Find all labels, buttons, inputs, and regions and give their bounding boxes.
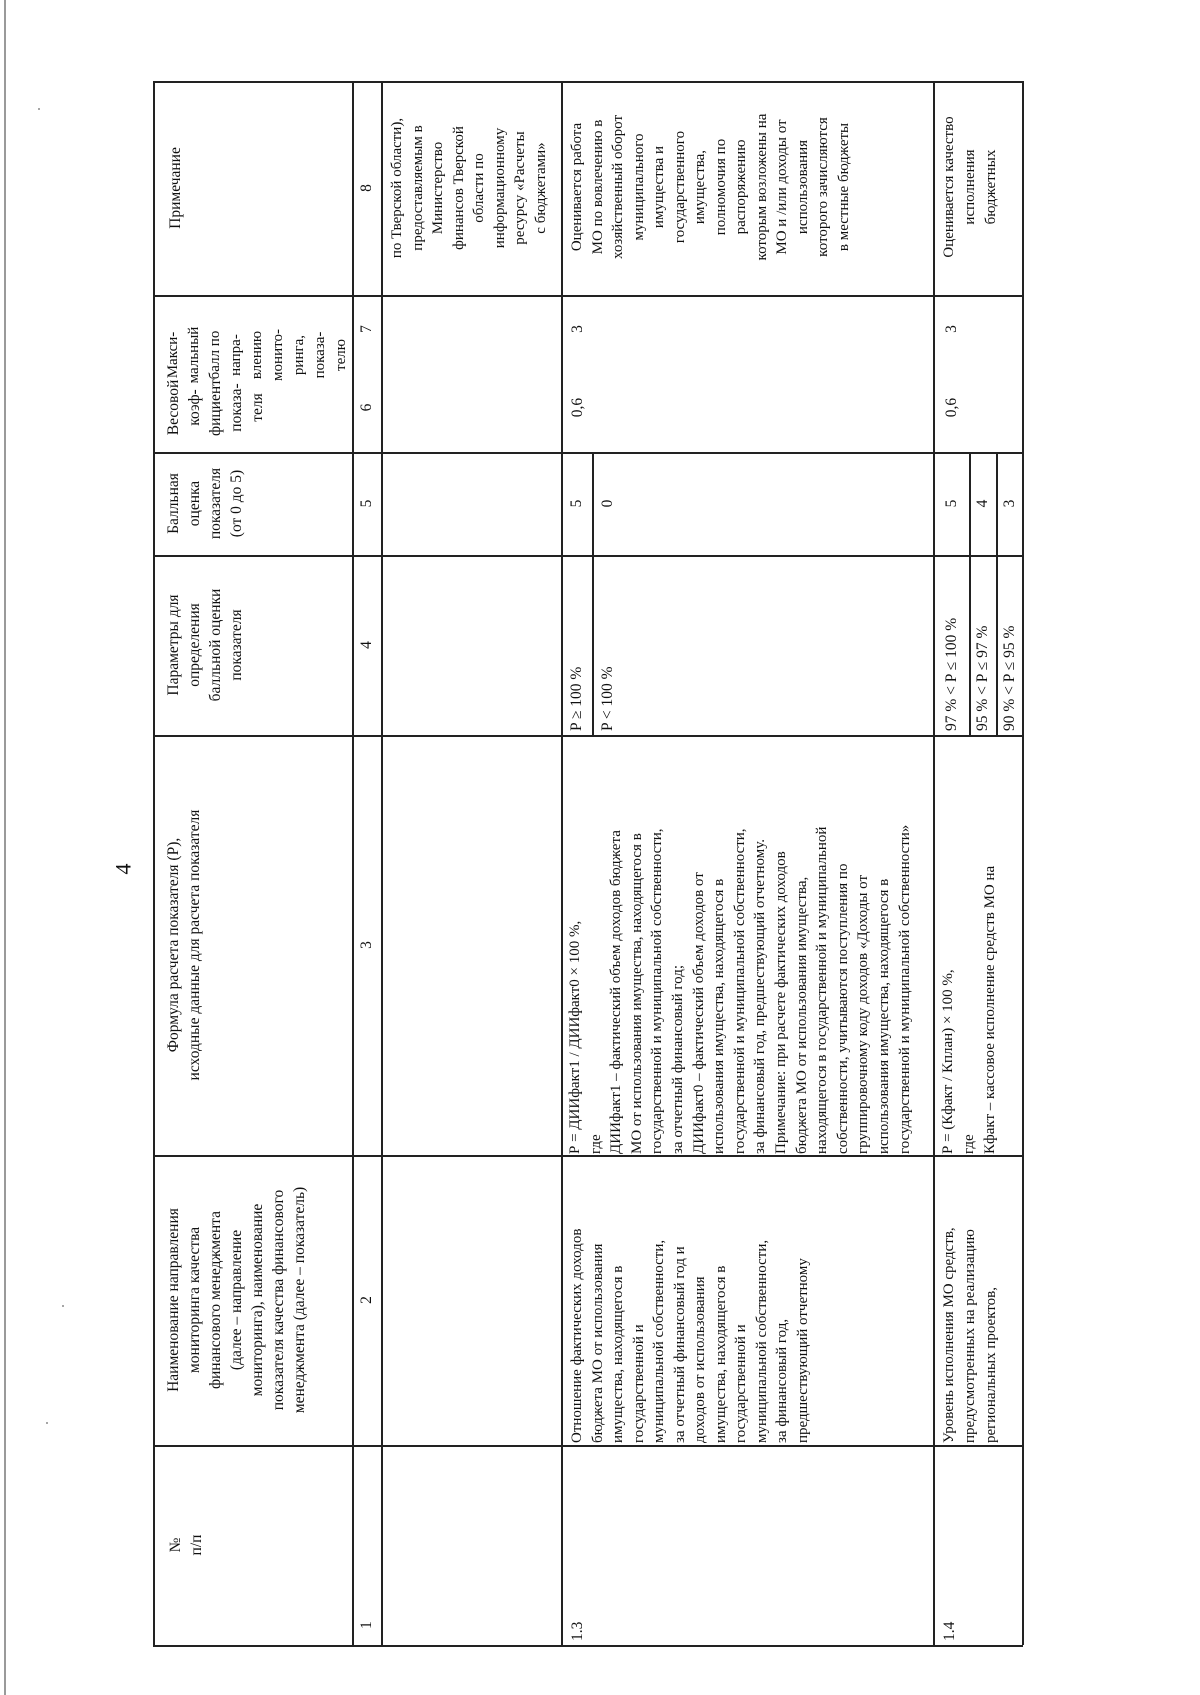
- spacer: [153, 363, 155, 364]
- table-border: [153, 1645, 1023, 1647]
- page-edge-shadow: [4, 0, 6, 1695]
- col-number-6: 6: [358, 403, 375, 412]
- row-1-4-no: 1.4: [941, 1621, 958, 1641]
- header-note: Примечание: [167, 147, 184, 229]
- page-number: 4: [110, 863, 136, 875]
- header-weight: Весовой коэф- фициент показа- теля: [165, 379, 266, 436]
- col-number-3: 3: [358, 941, 375, 949]
- header-no: № п/п: [167, 1534, 205, 1556]
- row-1-3-no: 1.3: [569, 1621, 586, 1641]
- col-number-7: 7: [358, 325, 375, 333]
- header-max: Макси- мальный балл по напра- влению монито- ринга, показа- телю: [165, 326, 349, 384]
- continuation-note: по Тверской области), предоставляемым в Министерство финансов Тверской области по информационному ресурсу «Расчеты с бюджетами»: [389, 117, 549, 259]
- row-1-4-param-3: 90 % < P ≤ 95 %: [1001, 625, 1018, 731]
- row-1-4-score-1: 5: [943, 499, 960, 508]
- row-1-3-name: Отношение фактических доходов бюджета МО от использования имущества, находящегося в государственной и муниципальной собственности, за отчетный финансовый год и доходов от использования имущества, находящегося в государственной и муниципальной собственности, за финансовый год, предшествующий отчетному: [569, 1228, 811, 1443]
- row-1-4-weight: 0,6: [943, 397, 960, 418]
- row-1-4-param-1: 97 % < P ≤ 100 %: [943, 617, 960, 731]
- row-1-4-param-2: 95 % < P ≤ 97 %: [974, 625, 991, 731]
- header-formula: Формула расчета показателя (Р), исходные данные для расчета показателя: [165, 809, 203, 1081]
- row-1-4-name: Уровень исполнения МО средств, предусмотренных на реализацию региональных проектов,: [941, 1227, 999, 1443]
- row-1-3-note: Оценивается работа МО по вовлечению в хозяйственный оборот муниципального имущества и государственного имущества, полномочия по распоряжению которым возложены на МО и /или доходы от использования которого зачисляются в местные бюджеты: [569, 113, 852, 261]
- scan-speck: [46, 1422, 48, 1424]
- row-1-3-score-2: 0: [599, 499, 616, 508]
- row-1-4-max: 3: [943, 325, 960, 333]
- row-1-4-formula: Р = (Кфакт / Кплан) × 100 %, где Кфакт – кассовое исполнение средств МО на: [940, 865, 998, 1154]
- scan-speck: [62, 1305, 64, 1307]
- col-number-8: 8: [358, 184, 375, 192]
- row-1-3-formula: Р = ДИИфакт1 / ДИИфакт0 × 100 %, где ДИИфакт1 – фактический объем доходов бюджета МО от использования имущества, находящегося в государственной и муниципальной собственности, за отчетный финансовый год; ДИИфакт0 – фактический объем доходов от использования имущества, находящегося в государственной и муниципальной собственности, за финансовый год, предшествующий отчетному. Примечание: при расчете фактических доходов бюджета МО от использования имущества, находящегося в государственной и муниципальной собственности, учитываются поступления по группировочному коду доходов «Доходы от использования имущества, находящегося в государственной и муниципальной собственности»: [567, 824, 913, 1154]
- table-border: [1022, 81, 1024, 1645]
- row-1-3-weight: 0,6: [569, 397, 586, 418]
- row-1-4-score-2: 4: [974, 499, 991, 508]
- header-score: Балльная оценка показателя (от 0 до 5): [165, 467, 245, 540]
- row-1-4-note: Оценивается качество исполнения бюджетных: [941, 116, 999, 258]
- row-1-3-max: 3: [569, 325, 586, 333]
- col-number-5: 5: [358, 499, 375, 508]
- row-1-4-score-3: 3: [1001, 499, 1018, 508]
- header-name: Наименование направления мониторинга качества финансового менеджмента (далее – направление мониторинга), наименование показателя качества финансового менеджмента (далее – показатель): [165, 1186, 308, 1414]
- scan-speck: [38, 108, 40, 110]
- col-number-2: 2: [358, 1296, 375, 1304]
- row-1-3-score-1: 5: [568, 499, 585, 508]
- col-number-4: 4: [358, 641, 375, 649]
- row-1-3-param-1: P ≥ 100 %: [568, 666, 585, 731]
- table-line: [381, 81, 383, 1645]
- header-params: Параметры для определения балльной оценки показателя: [165, 588, 245, 702]
- row-1-3-param-2: P < 100 %: [599, 666, 616, 731]
- col-number-1: 1: [358, 1621, 375, 1629]
